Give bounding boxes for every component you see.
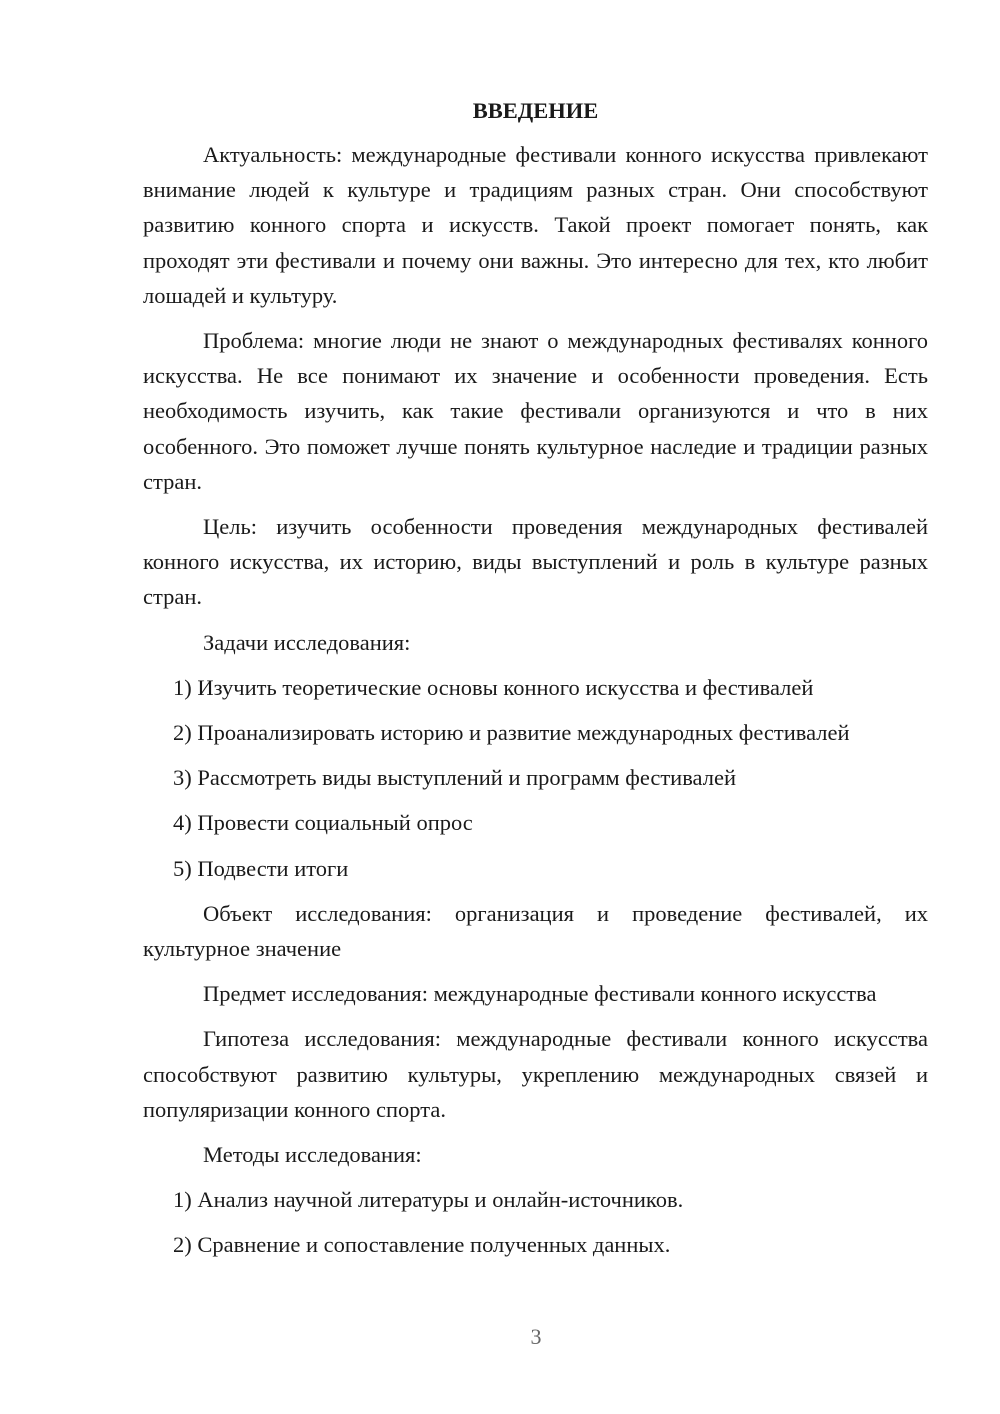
methods-list: [143, 1182, 928, 1262]
list-item: 4) Провести социальный опрос: [173, 810, 473, 836]
problem-paragraph: Проблема: многие люди не знают о международных фестивалях конного искусства. Не все понимают их значение и особенности проведения. Есть необходимость изучить, как такие фестивали организуются и что в них особенного. Это поможет лучше понять культурное наследие и традиции разных стран.: [143, 328, 928, 494]
relevance-paragraph: Актуальность: международные фестивали конного искусства привлекают внимание людей к культуре и традициям разных стран. Они способствуют развитию конного спорта и искусств. Такой проект помогает понять, как проходят эти фестивали и почему они важны. Это интересно для тех, кто любит лошадей и культуру.: [143, 142, 928, 308]
tasks-heading: Задачи исследования:: [203, 629, 411, 655]
page-content: [143, 96, 928, 1273]
subject-paragraph: Предмет исследования: международные фестивали конного искусства: [203, 981, 877, 1007]
methods-heading: Методы исследования:: [203, 1142, 422, 1168]
list-item: 3) Рассмотреть виды выступлений и программ фестивалей: [173, 765, 736, 791]
page-number: 3: [530, 1324, 542, 1349]
object-paragraph: Объект исследования: организация и проведение фестивалей, их культурное значение: [143, 900, 928, 962]
goal-paragraph: Цель: изучить особенности проведения международных фестивалей конного искусства, их историю, виды выступлений и роль в культуре разных стран.: [143, 514, 928, 610]
list-item: 2) Проанализировать историю и развитие международных фестивалей: [173, 720, 850, 746]
list-item: 1) Анализ научной литературы и онлайн-источников.: [173, 1187, 684, 1213]
section-title: ВВЕДЕНИЕ: [472, 98, 599, 123]
list-item: 5) Подвести итоги: [173, 855, 349, 881]
list-item: 2) Сравнение и сопоставление полученных данных.: [173, 1232, 671, 1258]
tasks-list: [143, 670, 928, 886]
list-item: 1) Изучить теоретические основы конного искусства и фестивалей: [173, 674, 814, 700]
hypothesis-paragraph: Гипотеза исследования: международные фестивали конного искусства способствуют развитию культуры, укреплению международных связей и популяризации конного спорта.: [143, 1026, 928, 1122]
